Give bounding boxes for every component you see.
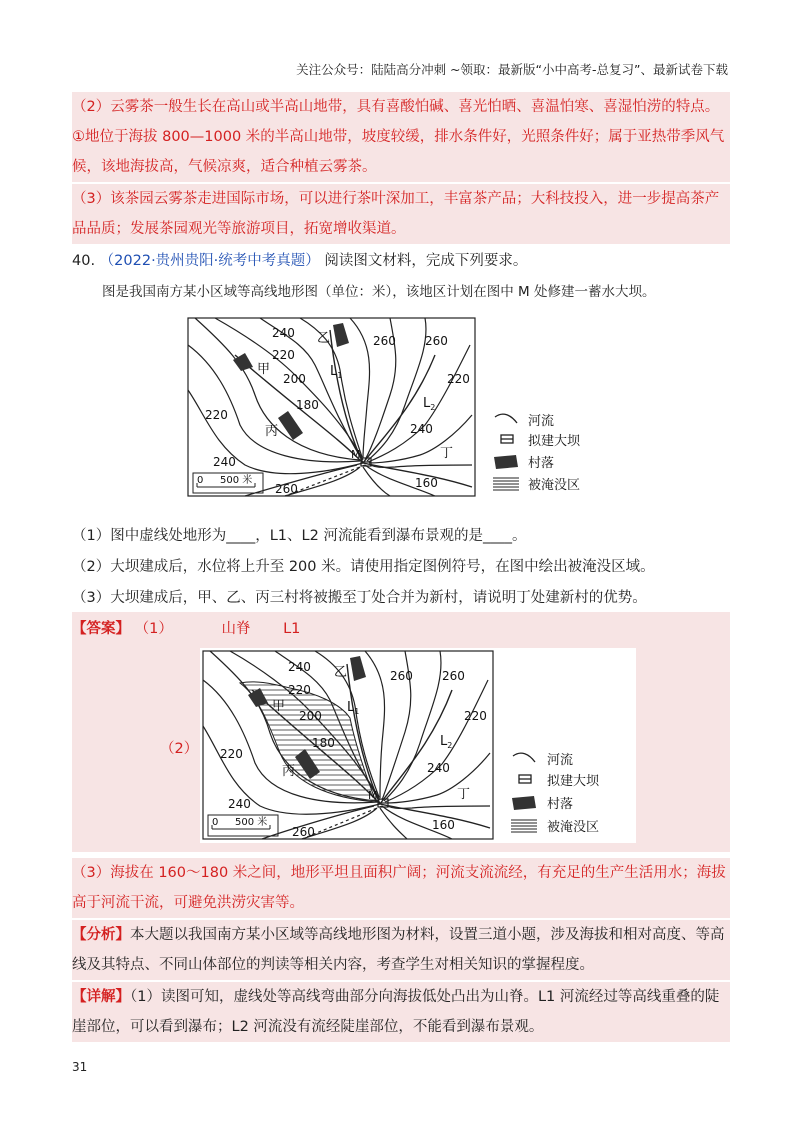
analysis-text: 本大题以我国南方某小区域等高线地形图为材料，设置三道小题，涉及海拔和相对高度、等高线及其特点、不同山体部位的判读等相关内容，考查学生对相关知识的掌握程度。 — [72, 927, 725, 973]
dam-label: M — [368, 789, 378, 802]
contour-map-question — [185, 315, 615, 500]
village-yi-label: 乙 — [334, 665, 348, 680]
answer-tag: 【答案】 — [72, 621, 130, 637]
legend-flood: 被淹没区 — [547, 820, 600, 835]
contour-label: 200 — [299, 709, 322, 723]
scale-zero: 0 — [212, 817, 219, 828]
contour-label: 240 — [288, 660, 311, 674]
contour-label: 160 — [415, 476, 438, 490]
legend-village: 村落 — [547, 797, 574, 812]
scale-zero: 0 — [197, 475, 204, 486]
village-jia-label: 甲 — [257, 362, 271, 377]
contour-label: 260 — [442, 669, 465, 683]
analysis — [72, 920, 730, 980]
legend-dam: 拟建大坝 — [528, 434, 581, 449]
contour-label: 180 — [296, 398, 319, 412]
village-ding-label: 丁 — [440, 446, 454, 461]
village-bing-label: 丙 — [265, 424, 279, 439]
contour-label: 260 — [425, 334, 448, 348]
contour-label: 180 — [312, 736, 335, 750]
contour-label: 240 — [228, 797, 251, 811]
river-l1-label: $L_1$ — [330, 364, 343, 380]
answer-1-value-2: L1 — [283, 621, 301, 637]
page-number: 31 — [72, 1060, 88, 1074]
river-l1-label: $L_1$ — [347, 700, 360, 716]
contour-label: 260 — [292, 825, 315, 839]
legend-river: 河流 — [528, 414, 555, 429]
contour-label: 260 — [390, 669, 413, 683]
question-instruction: 阅读图文材料，完成下列要求。 — [324, 253, 528, 269]
contour-label: 200 — [283, 372, 306, 386]
prev-answer-3: （3）该茶园云雾茶走进国际市场，可以进行茶叶深加工，丰富茶产品；大科技投入，进一步提高茶产品品质；发展茶园观光等旅游项目，拓宽增收渠道。 — [72, 184, 730, 244]
answer-3: （3）海拔在 160～180 米之间，地形平坦且面积广阔；河流支流流经，有充足的生产生活用水；海拔高于河流干流，可避免洪涝灾害等。 — [72, 858, 730, 918]
legend-flood: 被淹没区 — [528, 478, 581, 493]
detail-text: （1）读图可知，虚线处等高线弯曲部分向海拔低处凸出为山脊。L1 河流经过等高线重叠的陡崖部位，可以看到瀑布；L2 河流没有流经陡崖部位，不能看到瀑布景观。 — [72, 989, 720, 1035]
contour-label: 240 — [410, 422, 433, 436]
answer-1 — [72, 618, 730, 640]
question-3: （3）大坝建成后，甲、乙、丙三村将被搬至丁处合并为新村，请说明丁处建新村的优势。 — [72, 590, 647, 606]
contour-label: 240 — [272, 326, 295, 340]
contour-label: 260 — [275, 482, 298, 496]
river-l2-label: $L_2$ — [423, 396, 436, 412]
scale-length: 500 米 — [220, 475, 253, 486]
contour-label: 220 — [205, 408, 228, 422]
legend-river: 河流 — [547, 753, 574, 768]
village-bing-label: 丙 — [282, 764, 296, 779]
question-material: 图是我国南方某小区域等高线地形图（单位：米），该地区计划在图中 M 处修建一蓄水大坝。 — [102, 284, 656, 300]
contour-label: 160 — [432, 818, 455, 832]
legend-village: 村落 — [528, 456, 555, 471]
village-yi-label: 乙 — [317, 331, 331, 346]
page-header: 关注公众号：陆陆高分冲刺 ~领取：最新版“小中高考-总复习”、最新试卷下载 — [296, 62, 728, 77]
contour-label: 220 — [447, 372, 470, 386]
legend-dam: 拟建大坝 — [547, 774, 600, 789]
contour-label: 220 — [464, 709, 487, 723]
dam-label: M — [351, 448, 361, 461]
contour-label: 220 — [220, 747, 243, 761]
village-jia-label: 甲 — [272, 699, 286, 714]
contour-label: 240 — [427, 761, 450, 775]
answer-1-number: （1） — [134, 621, 173, 637]
question-number: 40. — [72, 253, 96, 269]
detail — [72, 982, 730, 1042]
answer-1-value-1: 山脊 — [221, 621, 251, 637]
contour-label: 220 — [288, 683, 311, 697]
scale-length: 500 米 — [235, 817, 268, 828]
answer-2-number: （2） — [160, 741, 199, 757]
river-l2-label: $L_2$ — [440, 734, 453, 750]
question-source: （2022·贵州贵阳·统考中考真题） — [99, 253, 320, 269]
question-2: （2）大坝建成后，水位将上升至 200 米。请使用指定图例符号，在图中绘出被淹没区域。 — [72, 559, 655, 575]
detail-tag: 【详解】 — [72, 989, 130, 1005]
analysis-tag: 【分析】 — [72, 927, 130, 943]
contour-label: 220 — [272, 348, 295, 362]
contour-label: 260 — [373, 334, 396, 348]
question-1: （1）图中虚线处地形为____，L1、L2 河流能看到瀑布景观的是____。 — [72, 528, 527, 544]
contour-map-answer — [200, 648, 636, 843]
contour-label: 240 — [213, 455, 236, 469]
question-header — [72, 250, 730, 272]
prev-answer-2: （2）云雾茶一般生长在高山或半高山地带，具有喜酸怕碱、喜光怕晒、喜温怕寒、喜湿怕涝的特点。①地位于海拔 800—1000 米的半高山地带，坡度较缓，排水条件好，光照条件好；属于亚热带季风气候，该地海拔高，气候凉爽，适合种植云雾茶。 — [72, 92, 730, 182]
village-ding-label: 丁 — [457, 787, 471, 802]
